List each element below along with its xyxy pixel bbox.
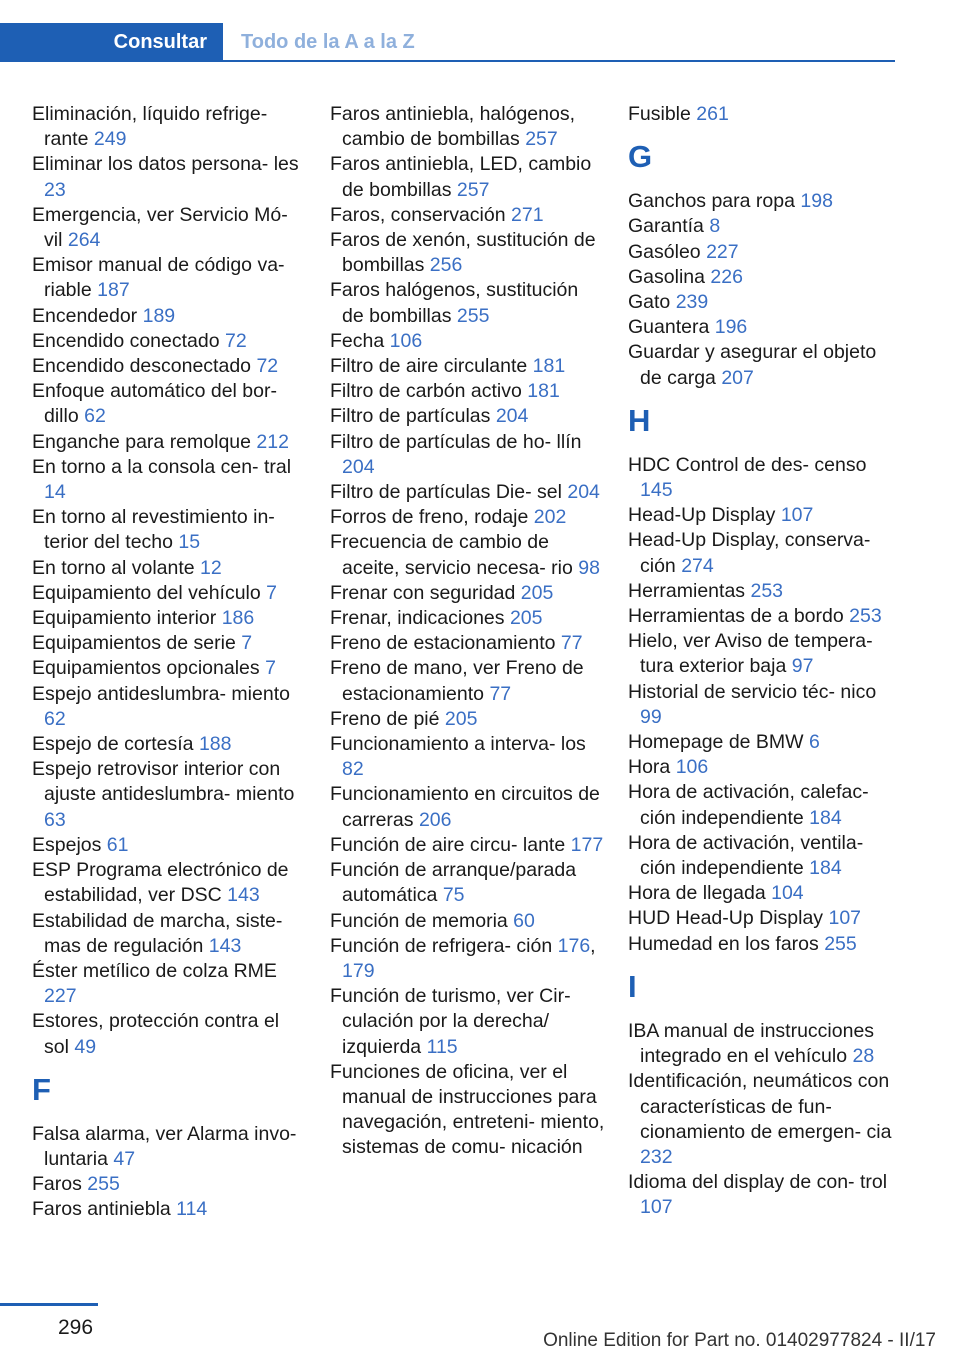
index-entry <box>330 656 605 706</box>
index-entry <box>32 253 307 303</box>
index-term: Funciones de oficina, ver el manual de instrucciones para navegación, entreteni‐ miento, sistemas de comu‐ nicación <box>330 1060 605 1159</box>
index-term: Faros, conservación <box>330 203 506 226</box>
index-entry <box>32 1197 307 1222</box>
index-entry <box>628 932 898 957</box>
page-link[interactable]: 143 <box>208 934 242 957</box>
index-entry <box>628 881 898 906</box>
index-entry <box>330 1060 605 1161</box>
index-entry <box>628 453 898 503</box>
page-link[interactable]: 255 <box>824 932 857 955</box>
index-letter-heading: F <box>32 1071 51 1107</box>
page-link[interactable]: 6 <box>809 731 820 754</box>
index-term: Equipamiento del vehículo <box>32 581 261 604</box>
index-term: Falsa alarma, ver Alarma invo‐ luntaria <box>32 1122 297 1170</box>
index-entry <box>32 858 307 908</box>
index-entry <box>32 455 307 505</box>
page-link[interactable]: 98 <box>578 556 600 579</box>
index-term: Guardar y asegurar el objeto de carga <box>628 341 877 389</box>
page-link[interactable]: 49 <box>74 1035 97 1058</box>
page-link[interactable]: 227 <box>706 240 739 263</box>
page-link[interactable]: 198 <box>800 190 833 213</box>
index-term: Filtro de partículas de ho‐ llín <box>330 430 582 453</box>
page-link[interactable]: 204 <box>342 455 375 478</box>
page-link[interactable]: 205 <box>509 607 543 630</box>
index-term: Frenar con seguridad <box>330 581 516 604</box>
page-link[interactable]: 28 <box>852 1045 875 1068</box>
index-entry <box>32 102 307 152</box>
index-term: Hora <box>628 756 671 779</box>
index-entry <box>628 290 898 315</box>
index-term: Espejo antideslumbra‐ miento <box>32 682 290 705</box>
header-bar <box>0 0 960 62</box>
index-term: HDC Control de des‐ censo <box>628 453 867 476</box>
page-link[interactable]: 107 <box>780 504 814 527</box>
index-entry <box>628 1069 898 1170</box>
index-term: Faros antiniebla <box>32 1198 171 1221</box>
page-link[interactable]: 63 <box>44 808 66 831</box>
index-term: Encendido desconectado <box>32 355 252 378</box>
index-column-2 <box>330 102 605 1161</box>
page-link[interactable]: 184 <box>809 806 842 829</box>
index-term: Eliminación, líquido refrige‐ rante <box>32 103 268 151</box>
index-letter-heading: H <box>628 402 651 438</box>
index-entry <box>330 858 605 908</box>
index-entry <box>32 203 307 253</box>
index-entry <box>330 505 605 530</box>
index-entry <box>330 480 605 505</box>
index-entry <box>330 203 605 228</box>
index-letter-heading: I <box>628 968 637 1004</box>
footer-edition: Online Edition for Part no. 01402977824 - II/17 <box>543 1330 936 1351</box>
index-term: Emisor manual de código va‐ riable <box>32 254 285 302</box>
page-link[interactable]: 72 <box>225 329 247 352</box>
index-entry <box>330 782 605 832</box>
page-link[interactable]: 176 <box>557 934 591 957</box>
index-term: Función de turismo, ver Cir‐ culación por la derecha/ izquierda <box>330 985 571 1058</box>
index-entry <box>628 240 898 265</box>
page-link[interactable]: 186 <box>221 607 255 630</box>
page-link[interactable]: 114 <box>176 1198 208 1221</box>
page-link[interactable]: 232 <box>640 1145 673 1168</box>
index-entry <box>628 214 898 239</box>
page-link[interactable]: 77 <box>560 632 583 655</box>
index-entry <box>330 581 605 606</box>
index-entry <box>32 1172 307 1197</box>
page-link[interactable]: 255 <box>87 1173 120 1196</box>
index-term: Homepage de BMW <box>628 731 804 754</box>
index-entry <box>628 831 898 881</box>
index-term: Espejo de cortesía <box>32 733 194 756</box>
index-entry <box>32 556 307 581</box>
index-entry <box>628 604 898 629</box>
header-divider <box>223 60 895 62</box>
index-term: Espejo retrovisor interior con ajuste antideslumbra‐ miento <box>32 758 295 806</box>
index-entry <box>32 606 307 631</box>
index-term: Filtro de partículas Die‐ sel <box>330 481 562 504</box>
index-term: IBA manual de instrucciones integrado en el vehículo <box>628 1019 875 1068</box>
index-entry <box>628 1170 898 1220</box>
index-term: Estabilidad de marcha, siste‐ mas de regulación <box>32 909 283 957</box>
index-term: Faros antiniebla, LED, cambio de bombillas <box>330 153 592 201</box>
index-term: Ganchos para ropa <box>628 190 795 213</box>
index-entry <box>330 354 605 379</box>
index-entry <box>32 379 307 429</box>
index-entry <box>628 579 898 604</box>
page-link[interactable]: 72 <box>256 355 279 378</box>
index-entry <box>32 909 307 959</box>
index-term: Hora de activación, ventila‐ ción independiente <box>628 831 864 880</box>
index-term: Herramientas de a bordo <box>628 605 844 628</box>
page-link[interactable]: 181 <box>527 380 560 403</box>
index-entry <box>32 682 307 732</box>
index-term: Espejos <box>32 833 102 856</box>
page-link[interactable]: 255 <box>456 304 490 327</box>
index-term: Forros de freno, rodaje <box>330 506 529 529</box>
index-term: HUD Head-Up Display <box>628 907 824 930</box>
index-entry <box>628 680 898 730</box>
index-term: Equipamiento interior <box>32 607 217 630</box>
page-link[interactable]: 206 <box>418 808 452 831</box>
page-link[interactable]: 253 <box>849 605 882 628</box>
index-entry <box>628 189 898 214</box>
index-term: Función de memoria <box>330 909 508 932</box>
index-entry <box>330 606 605 631</box>
page-link[interactable]: 97 <box>791 655 814 678</box>
page-link[interactable]: 77 <box>489 682 512 705</box>
page-link[interactable]: 202 <box>533 506 567 529</box>
index-column-3 <box>628 102 898 1221</box>
page-number: 296 <box>58 1316 94 1339</box>
index-term: Idioma del display de con‐ trol <box>628 1171 888 1194</box>
tab-todo-a-z-label: Todo de la A a la Z <box>241 31 415 53</box>
index-term: Emergencia, ver Servicio Mó‐ vil <box>32 203 288 252</box>
index-term: Filtro de aire circulante <box>330 355 528 378</box>
index-entry <box>628 629 898 679</box>
page-link[interactable]: 184 <box>809 857 842 880</box>
page-link[interactable]: 7 <box>241 632 253 655</box>
index-entry <box>330 329 605 354</box>
index-entry <box>32 833 307 858</box>
index-term: Filtro de carbón activo <box>330 380 522 403</box>
page-link[interactable]: 104 <box>771 882 804 905</box>
index-term: En torno a la consola cen‐ tral <box>32 455 292 478</box>
index-term: Eliminar los datos persona‐ les <box>32 153 299 176</box>
index-term: Faros halógenos, sustitución de bombillas <box>330 279 579 327</box>
index-term: En torno al volante <box>32 556 195 579</box>
page-link[interactable]: 212 <box>256 430 289 453</box>
page-link[interactable]: 257 <box>525 128 558 151</box>
index-term: Humedad en los faros <box>628 932 819 955</box>
index-entry <box>32 354 307 379</box>
index-entry <box>628 315 898 340</box>
page-link[interactable]: 179 <box>342 959 375 982</box>
index-term: Fecha <box>330 329 385 352</box>
index-entry <box>628 780 898 830</box>
index-entry <box>628 528 898 578</box>
index-term: Éster metílico de colza RME <box>32 959 277 982</box>
page-link[interactable]: 75 <box>442 884 465 907</box>
index-entry <box>330 833 605 858</box>
tab-consultar[interactable] <box>0 23 223 62</box>
page-link[interactable]: 204 <box>567 481 600 504</box>
page-link[interactable]: 256 <box>429 254 463 277</box>
index-entry <box>628 102 898 127</box>
index-term: Enfoque automático del bor‐ dillo <box>32 380 277 428</box>
page-link[interactable]: 181 <box>532 355 566 378</box>
index-term: En torno al revestimiento in‐ terior del techo <box>32 506 275 554</box>
index-term: Función de refrigera‐ ción <box>330 934 553 957</box>
index-entry <box>330 278 605 328</box>
index-term: Estores, protección contra el sol <box>32 1010 280 1058</box>
index-term: Función de arranque/parada automática <box>330 859 577 907</box>
index-entry <box>330 530 605 580</box>
page-link[interactable]: 107 <box>828 907 862 930</box>
page-link[interactable]: 177 <box>570 833 604 856</box>
index-term: Faros <box>32 1173 82 1196</box>
index-entry <box>32 732 307 757</box>
index-term: Enganche para remolque <box>32 430 251 453</box>
index-entry <box>330 732 605 782</box>
index-term: Head-Up Display <box>628 504 776 527</box>
page-link[interactable]: 257 <box>456 178 490 201</box>
page-link[interactable]: 189 <box>142 304 176 327</box>
footer-divider <box>0 1303 98 1306</box>
index-entry <box>32 1009 307 1059</box>
page-link[interactable]: 205 <box>444 707 478 730</box>
index-entry <box>330 909 605 934</box>
page-link[interactable]: 239 <box>675 291 709 314</box>
page-link[interactable]: 107 <box>640 1196 673 1219</box>
page-link[interactable]: 204 <box>495 405 529 428</box>
index-entry <box>32 959 307 1009</box>
index-term: Freno de estacionamiento <box>330 632 556 655</box>
page-link[interactable]: 187 <box>97 279 130 302</box>
page-link[interactable]: 205 <box>520 581 554 604</box>
page-link[interactable]: 196 <box>714 316 748 339</box>
index-entry <box>32 329 307 354</box>
index-entry <box>330 404 605 429</box>
page-link[interactable]: 115 <box>426 1035 458 1058</box>
index-term: Frenar, indicaciones <box>330 607 505 630</box>
index-term: Encendido conectado <box>32 329 220 352</box>
page-link[interactable]: 47 <box>113 1147 136 1170</box>
page-link[interactable]: 253 <box>750 579 784 602</box>
index-term: Hora de llegada <box>628 882 766 905</box>
tab-todo-a-z[interactable] <box>241 23 415 62</box>
index-entry <box>628 265 898 290</box>
index-entry <box>330 102 605 152</box>
index-term: Faros de xenón, sustitución de bombillas <box>330 229 596 277</box>
index-entry <box>628 1019 898 1069</box>
page-link[interactable]: 106 <box>389 329 423 352</box>
page-link[interactable]: 7 <box>265 657 276 680</box>
page-link[interactable]: 8 <box>709 215 721 238</box>
index-term: Gasóleo <box>628 240 701 263</box>
index-term: Guantera <box>628 316 710 339</box>
index-term: Herramientas <box>628 579 746 602</box>
index-entry <box>32 631 307 656</box>
index-entry <box>32 757 307 833</box>
index-term: Equipamientos de serie <box>32 632 236 655</box>
index-entry <box>330 152 605 202</box>
index-term: Filtro de partículas <box>330 405 491 428</box>
page-link[interactable]: 12 <box>200 556 222 579</box>
index-term: Equipamientos opcionales <box>32 657 260 680</box>
index-entry <box>330 631 605 656</box>
page-link[interactable]: 264 <box>67 229 101 252</box>
page-link[interactable]: 188 <box>198 733 232 756</box>
index-term: Identificación, neumáticos con características de fun‐ cionamiento de emergen‐ cia <box>628 1070 892 1143</box>
index-entry <box>32 581 307 606</box>
index-term: Fusible <box>628 103 691 125</box>
index-entry <box>32 430 307 455</box>
index-letter-heading: G <box>628 139 653 175</box>
index-term: Freno de mano, ver Freno de estacionamiento <box>330 657 584 705</box>
index-term: Freno de pié <box>330 707 440 730</box>
index-entry <box>330 707 605 732</box>
page-link[interactable]: 60 <box>513 909 535 932</box>
index-term: Gato <box>628 291 671 314</box>
index-term: Hora de activación, calefac‐ ción independiente <box>628 781 869 829</box>
index-column-1 <box>32 102 307 1223</box>
page-link[interactable]: 143 <box>227 884 260 907</box>
index-entry <box>628 730 898 755</box>
page-link[interactable]: 249 <box>93 128 127 151</box>
index-entry <box>330 430 605 480</box>
index-entry <box>628 906 898 931</box>
index-entry <box>32 656 307 681</box>
index-term: Garantía <box>628 215 704 238</box>
index-term: Historial de servicio téc‐ nico <box>628 680 877 703</box>
tab-consultar-label: Consultar <box>113 31 207 53</box>
page-link[interactable]: 61 <box>106 833 129 856</box>
index-term: Hielo, ver Aviso de tempera‐ tura exterior baja <box>628 630 873 678</box>
index-entry <box>330 984 605 1060</box>
index-term: Función de aire circu‐ lante <box>330 833 566 856</box>
index-entry <box>628 755 898 780</box>
page-link[interactable]: 7 <box>266 581 278 604</box>
index-entry: Función de refrigera‐ ción 176, 179 <box>330 934 596 982</box>
index-entry <box>32 1122 307 1172</box>
index-entry <box>330 228 605 278</box>
index-entry <box>628 503 898 528</box>
page-link[interactable]: 62 <box>44 707 66 730</box>
index-entry <box>32 304 307 329</box>
index-term: Funcionamiento en circuitos de carreras <box>330 783 600 831</box>
index-entry <box>330 379 605 404</box>
index-entry <box>32 505 307 555</box>
index-term: Encendedor <box>32 304 138 327</box>
index-entry <box>32 152 307 202</box>
page-link[interactable]: 274 <box>681 554 714 577</box>
page-link[interactable]: 227 <box>44 985 77 1008</box>
index-term: Faros antiniebla, halógenos, cambio de bombillas <box>330 103 575 151</box>
index-term: ESP Programa electrónico de estabilidad, ver DSC <box>32 859 289 907</box>
page-link[interactable]: 82 <box>342 758 364 781</box>
page-link[interactable]: 271 <box>511 203 544 226</box>
page-link[interactable]: 145 <box>640 479 673 502</box>
page-link[interactable]: 207 <box>721 366 754 389</box>
index-term: Head-Up Display, conserva‐ ción <box>628 529 871 577</box>
page-link[interactable]: 106 <box>675 756 709 779</box>
index-term: Gasolina <box>628 265 705 288</box>
page-link[interactable]: 99 <box>640 705 662 728</box>
index-term: Funcionamiento a interva‐ los <box>330 733 586 756</box>
page-link[interactable]: 15 <box>178 531 201 554</box>
index-term: Frecuencia de cambio de aceite, servicio necesa‐ rio <box>330 531 573 579</box>
page-link[interactable]: 226 <box>710 265 743 288</box>
page-link[interactable]: 62 <box>84 405 106 428</box>
page-link[interactable]: 261 <box>696 103 729 125</box>
index-entry <box>628 340 898 390</box>
page-link[interactable]: 14 <box>44 481 66 504</box>
page-link[interactable]: 23 <box>44 178 66 201</box>
